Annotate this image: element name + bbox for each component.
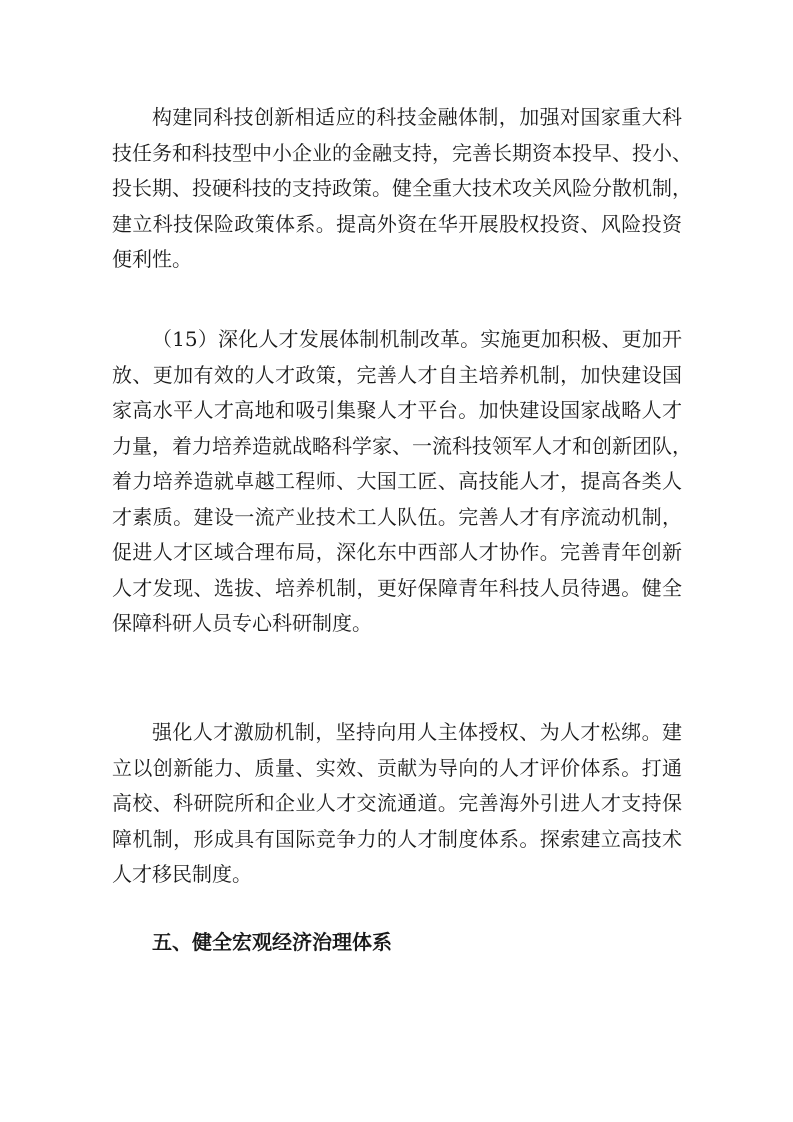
text-line: 建立科技保险政策体系。提高外资在华开展股权投资、风险投资	[112, 211, 682, 236]
text-line: 人才移民制度。	[112, 862, 252, 886]
text-line: 构建同科技创新相适应的科技金融体制，加强对国家重大科	[152, 105, 682, 129]
text-line: 技任务和科技型中小企业的金融支持，完善长期资本投早、投小、	[112, 140, 692, 165]
paragraph-talent-reform	[112, 322, 692, 642]
section-heading: 五、健全宏观经济治理体系	[152, 930, 392, 954]
text-line: 人才发现、选拔、培养机制，更好保障青年科技人员待遇。健全	[112, 575, 682, 600]
text-line: 放、更加有效的人才政策，完善人才自主培养机制，加快建设国	[112, 362, 682, 387]
text-line: 强化人才激励机制，坚持向用人主体授权、为人才松绑。建	[152, 720, 682, 744]
text-line: 立以创新能力、质量、实效、贡献为导向的人才评价体系。打通	[112, 755, 682, 780]
text-line: 家高水平人才高地和吸引集聚人才平台。加快建设国家战略人才	[112, 398, 682, 422]
text-line: 着力培养造就卓越工程师、大国工匠、高技能人才，提高各类人	[112, 469, 682, 493]
text-line: 障机制，形成具有国际竞争力的人才制度体系。探索建立高技术	[112, 826, 682, 851]
text-line: 促进人才区域合理布局，深化东中西部人才协作。完善青年创新	[112, 540, 682, 564]
text-line: （15）深化人才发展体制机制改革。实施更加积极、更加开	[152, 327, 682, 351]
text-line: 力量，着力培养造就战略科学家、一流科技领军人才和创新团队，	[112, 433, 692, 458]
text-line: 才素质。建设一流产业技术工人队伍。完善人才有序流动机制，	[112, 504, 682, 529]
text-line: 保障科研人员专心科研制度。	[112, 611, 372, 635]
paragraph-talent-incentive	[112, 715, 682, 893]
paragraph-tech-finance	[112, 100, 692, 278]
text-line: 投长期、投硬科技的支持政策。健全重大技术攻关风险分散机制，	[112, 176, 692, 200]
text-line: 便利性。	[112, 247, 192, 271]
text-line: 高校、科研院所和企业人才交流通道。完善海外引进人才支持保	[112, 791, 682, 815]
